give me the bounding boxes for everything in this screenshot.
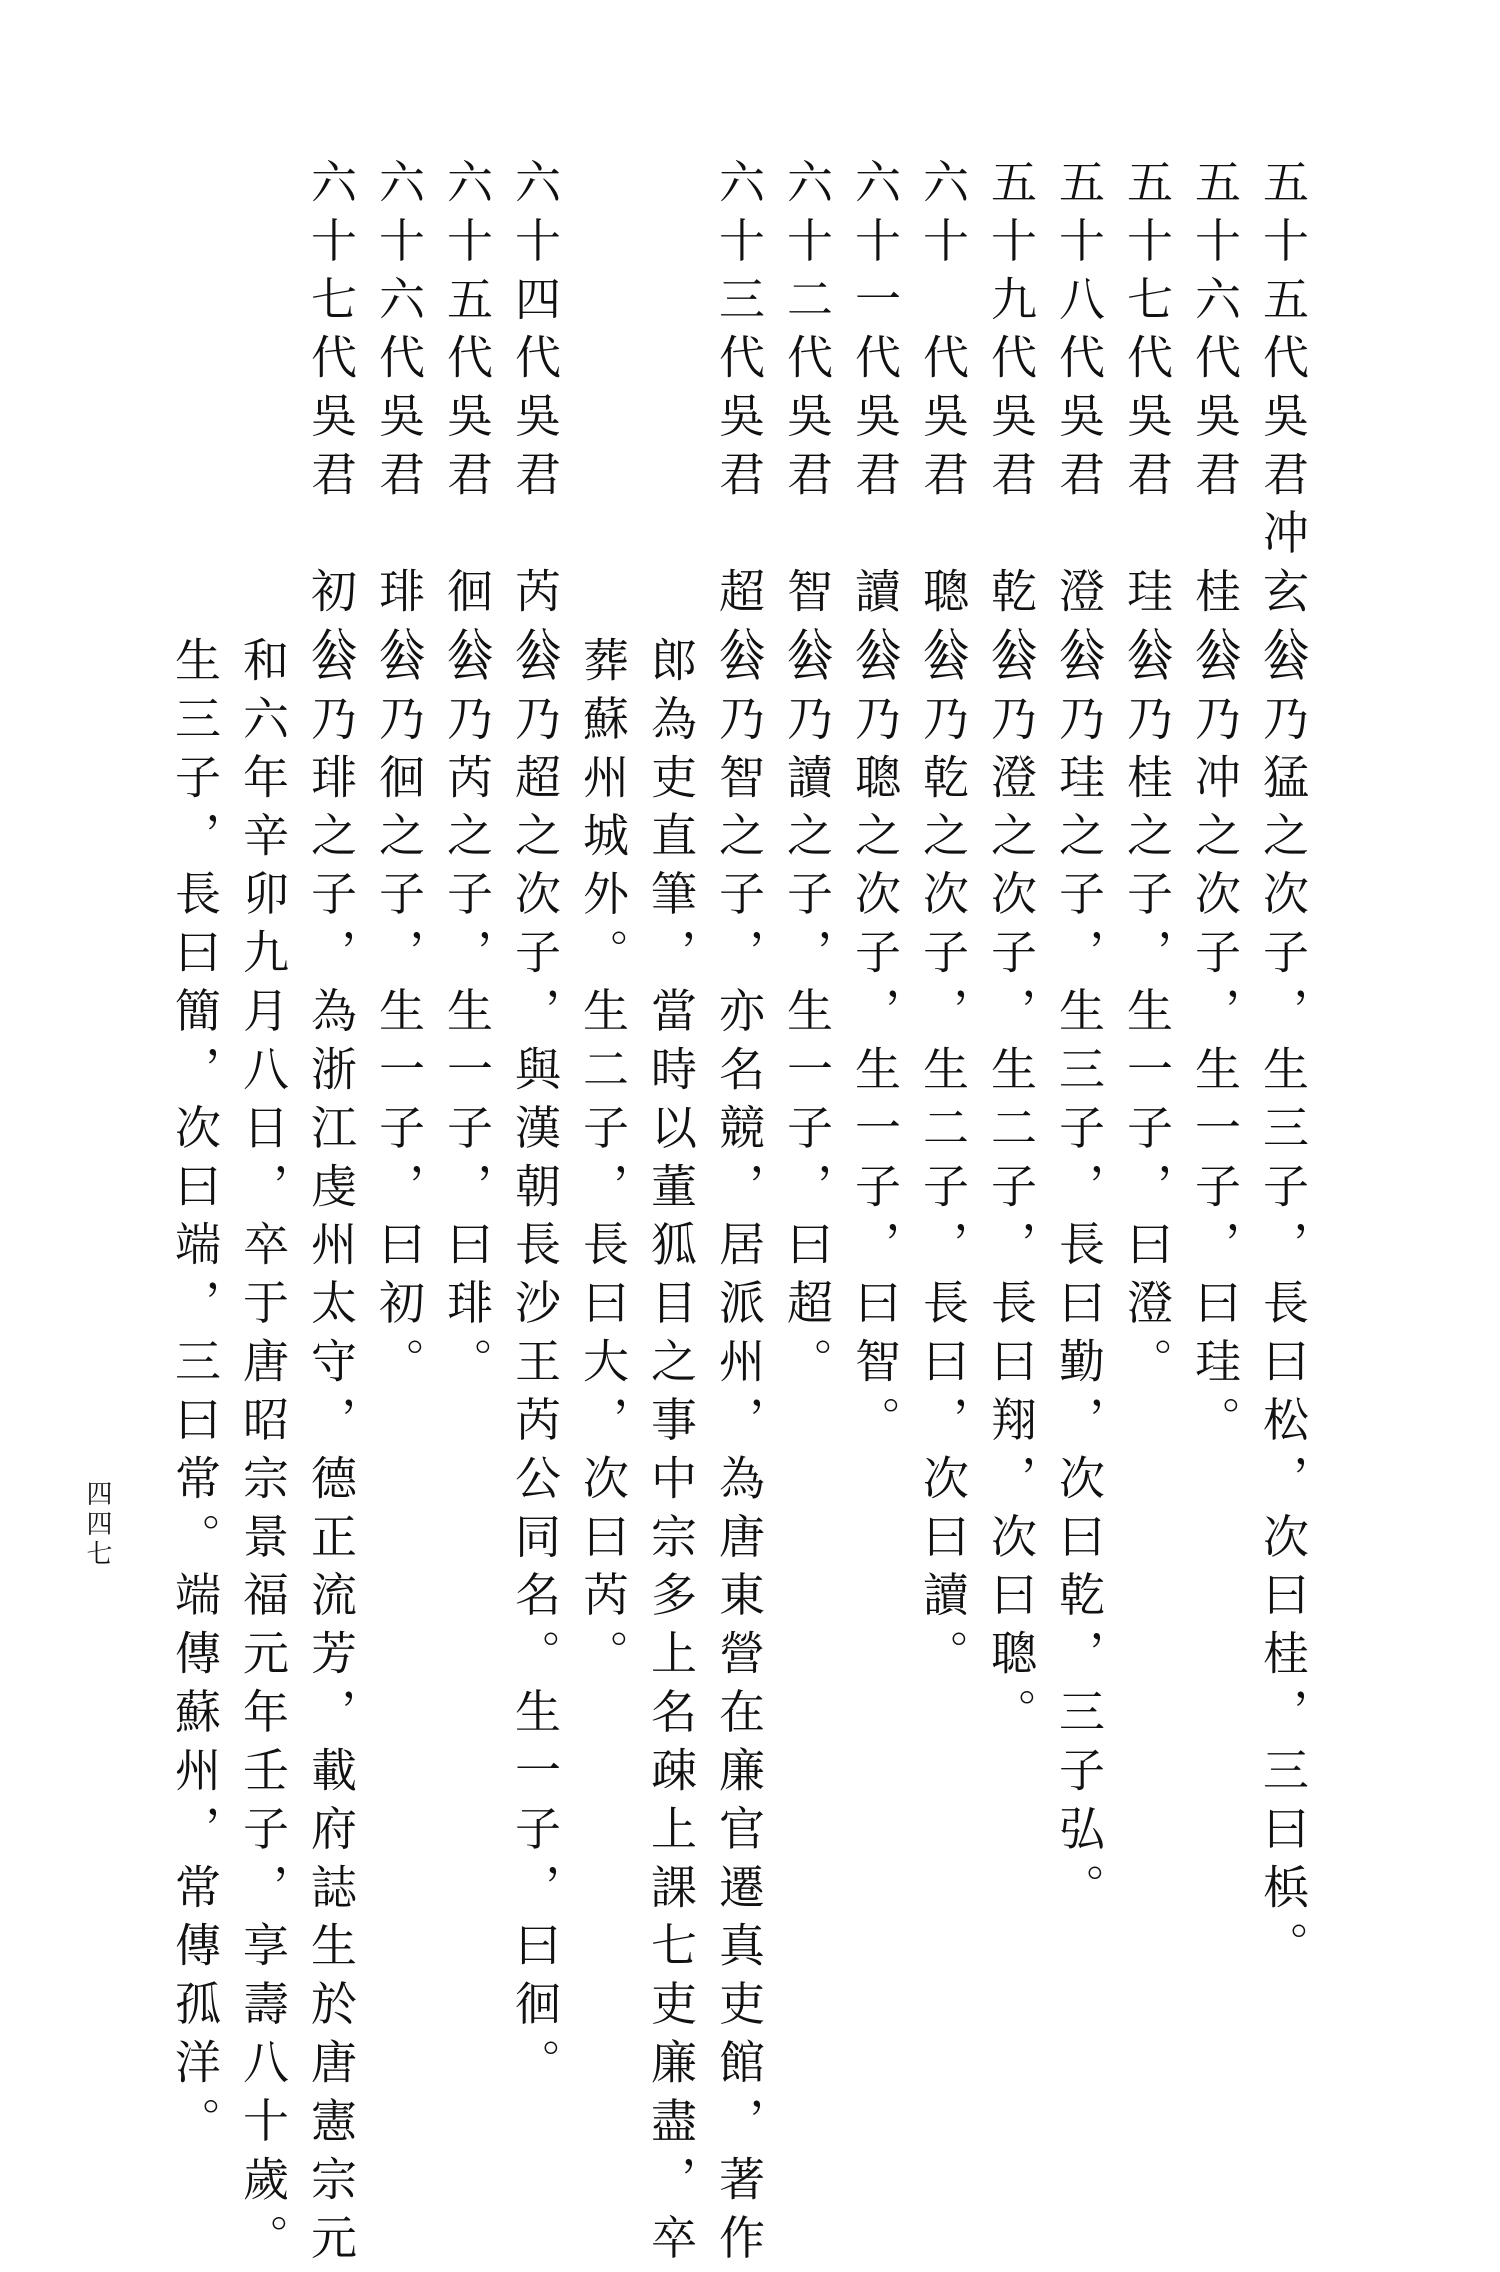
description-55: 公乃猛之次子，生三子，長曰松，次曰桂，三曰梹。	[1256, 636, 1310, 1980]
description-65: 公乃芮之子，生一子，曰琲。	[440, 636, 494, 1396]
generation-heading-67: 六十七代吳君 初公	[304, 158, 358, 684]
description-63: 公乃智之子，亦名競，居派州，為唐東營在廉官遷真吏館，著作	[712, 636, 766, 2272]
generation-heading-58: 五十八代吳君 澄公	[1052, 158, 1106, 684]
generation-heading-57: 五十七代吳君 珪公	[1120, 158, 1174, 684]
description-63-cont-2: 葬蘇州城外。生二子，長曰大，次曰芮。	[576, 636, 630, 1688]
generation-heading-59: 五十九代吳君 乾公	[984, 158, 1038, 684]
generation-heading-62: 六十二代吳君 智公	[780, 158, 834, 684]
generation-heading-66: 六十六代吳君 琲公	[372, 158, 426, 684]
generation-heading-60: 六十 代吳君 聰公	[916, 158, 970, 684]
generation-heading-65: 六十五代吳君 徊公	[440, 158, 494, 684]
description-64: 公乃超之次子，與漢朝長沙王芮公同名。生一子，曰徊。	[508, 636, 562, 2097]
description-56: 公乃冲之次子，生一子，曰珪。	[1188, 636, 1242, 1454]
generation-heading-63: 六十三代吳君 超公	[712, 158, 766, 684]
description-67: 公乃琲之子，為浙江虔州太守，德正流芳，載府誌生於唐憲宗元	[304, 636, 358, 2272]
description-60: 公乃乾之次子，生二子，長曰，次曰讀。	[916, 636, 970, 1688]
generation-heading-55: 五十五代吳君冲玄公	[1256, 158, 1310, 684]
description-59: 公乃澄之次子，生二子，長曰翔，次曰聰。	[984, 636, 1038, 1746]
page-number: 四四七	[82, 1480, 112, 1570]
generation-heading-64: 六十四代吳君 芮公	[508, 158, 562, 684]
description-67-cont-2: 生三子，長曰簡，次曰端，三曰常。端傳蘇州，常傳孤洋。	[168, 636, 222, 2155]
generation-heading-56: 五十六代吳君 桂公	[1188, 158, 1242, 684]
generation-heading-61: 六十一代吳君 讀公	[848, 158, 902, 684]
description-66: 公乃徊之子，生一子，曰初。	[372, 636, 426, 1396]
description-61: 公乃聰之次子，生一子，曰智。	[848, 636, 902, 1454]
description-63-cont-1: 郎為吏直筆，當時以董狐目之事中宗多上名疎上課七吏廉盡，卒	[644, 636, 698, 2272]
description-57: 公乃桂之子，生一子，曰澄。	[1120, 636, 1174, 1396]
description-67-cont-1: 和六年辛卯九月八日，卒于唐昭宗景福元年壬子，享壽八十歲。	[236, 636, 290, 2272]
description-62: 公乃讀之子，生一子，曰超。	[780, 636, 834, 1396]
description-58: 公乃珪之子，生三子，長曰勤，次曰乾，三子弘。	[1052, 636, 1106, 1922]
